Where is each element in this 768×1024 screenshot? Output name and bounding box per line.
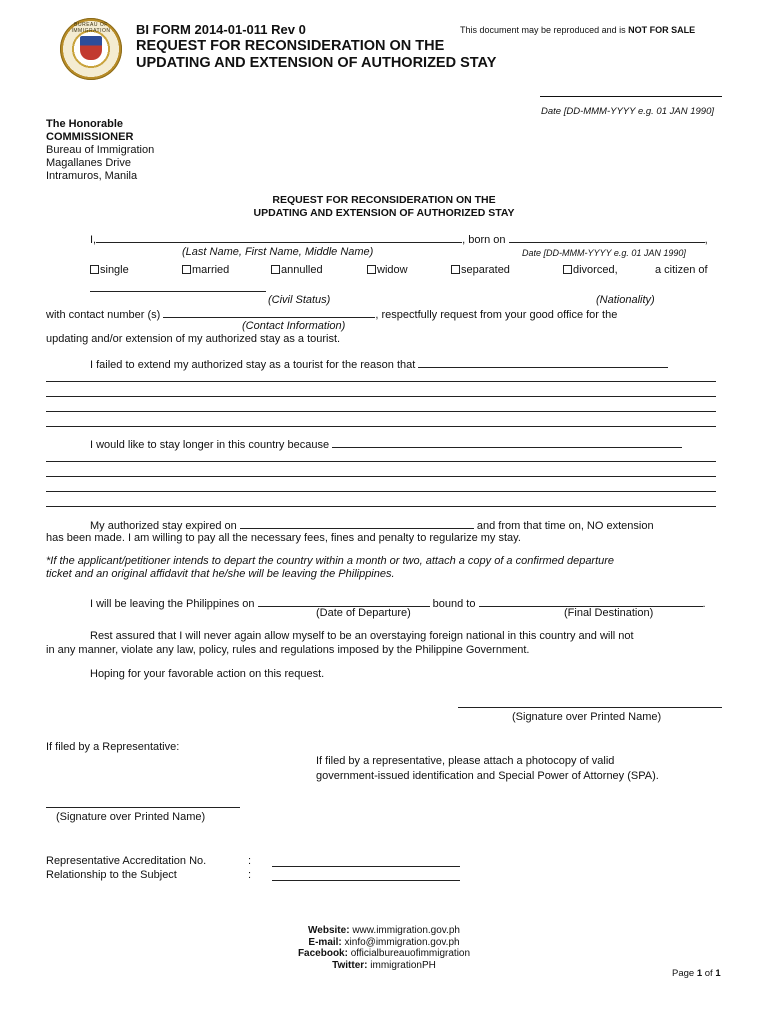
destination-hint: (Final Destination) <box>564 607 654 619</box>
reason-label: I failed to extend my authorized stay as a tourist for the reason that <box>90 357 668 371</box>
contact-row: with contact number (s) , respectfully request from your good office for the <box>46 309 618 321</box>
representative-note: If filed by a representative, please attach a photocopy of valid government-issued identification and Special Power of Attorney (SPA). <box>316 755 659 782</box>
facebook-link[interactable]: officialbureauofimmigration <box>350 948 471 959</box>
representative-signature-label: (Signature over Printed Name) <box>56 811 206 823</box>
reason-field-first[interactable] <box>418 357 668 368</box>
form-title: REQUEST FOR RECONSIDERATION ON THE UPDATING AND EXTENSION OF AUTHORIZED STAY <box>136 38 497 71</box>
married-checkbox[interactable] <box>182 265 191 274</box>
reason-line[interactable] <box>46 426 716 427</box>
relationship-field[interactable] <box>272 880 460 881</box>
facebook-line: Facebook: officialbureauofimmigration <box>297 948 471 959</box>
applicant-signature-label: (Signature over Printed Name) <box>512 711 662 723</box>
website-link[interactable]: www.immigration.gov.ph <box>352 925 460 936</box>
stay-longer-field-first[interactable] <box>332 437 682 448</box>
widow-checkbox[interactable] <box>367 265 376 274</box>
annulled-checkbox[interactable] <box>271 265 280 274</box>
stay-longer-line[interactable] <box>46 491 716 492</box>
twitter-link[interactable]: immigrationPH <box>370 959 436 971</box>
reason-line[interactable] <box>46 396 716 397</box>
stay-longer-line[interactable] <box>46 506 716 507</box>
status-single[interactable]: single <box>90 264 129 276</box>
expiry-date-field[interactable] <box>240 518 474 529</box>
applicant-signature-line[interactable] <box>458 707 722 708</box>
representative-heading: If filed by a Representative: <box>46 741 180 753</box>
name-hint: (Last Name, First Name, Middle Name) <box>182 246 374 258</box>
status-divorced[interactable]: divorced, <box>563 264 618 276</box>
relationship-colon: : <box>248 869 252 881</box>
bureau-seal-logo <box>60 18 122 80</box>
seal-shield-icon <box>80 36 102 60</box>
destination-field[interactable] <box>479 596 703 607</box>
website-line: Website: www.immigration.gov.ph <box>308 925 460 936</box>
nationality-field[interactable] <box>90 291 266 292</box>
departure-hint: (Date of Departure) <box>316 607 411 619</box>
page-number: Page 1 of 1 <box>672 968 721 979</box>
stay-longer-label: I would like to stay longer in this country because <box>90 437 682 451</box>
closing-hope: Hoping for your favorable action on this request. <box>90 668 325 680</box>
stay-longer-line[interactable] <box>46 476 716 477</box>
contact-hint: (Contact Information) <box>242 320 346 332</box>
relationship-label: Relationship to the Subject <box>46 869 177 881</box>
departure-date-field[interactable] <box>258 596 430 607</box>
reason-line[interactable] <box>46 381 716 382</box>
twitter-line: Twitter: immigrationPH <box>332 959 436 971</box>
citizen-of-label: a citizen of <box>655 264 708 276</box>
assurance-line1: Rest assured that I will never again allow myself to be an overstaying foreign national in this country and will not <box>90 630 634 642</box>
date-field-line[interactable] <box>540 96 722 97</box>
contact-footer <box>0 925 768 971</box>
accreditation-label: Representative Accreditation No. <box>46 855 207 867</box>
addressee-block: The Honorable COMMISSIONER Bureau of Immigration Magallanes Drive Intramuros, Manila <box>46 118 155 182</box>
leaving-row: I will be leaving the Philippines on bound to . <box>90 598 706 610</box>
birthdate-hint: Date [DD-MMM-YYYY e.g. 01 JAN 1990] <box>522 248 686 258</box>
expired-line2: has been made. I am willing to pay all the necessary fees, fines and penalty to regularize my stay. <box>46 532 521 544</box>
expired-row: My authorized stay expired on and from that time on, NO extension <box>90 520 654 532</box>
accreditation-colon: : <box>248 855 252 867</box>
departure-note: *If the applicant/petitioner intends to depart the country within a month or two, attach a copy of a confirmed departure ticket and an original affidavit that he/she will be leaving the Philippines. <box>46 555 615 580</box>
status-annulled[interactable]: annulled <box>271 264 323 276</box>
email-line: E-mail: xinfo@immigration.gov.ph <box>308 936 460 948</box>
representative-signature-line[interactable] <box>46 807 240 808</box>
email-link[interactable]: xinfo@immigration.gov.ph <box>344 936 460 948</box>
contact-field[interactable] <box>163 307 375 318</box>
divorced-checkbox[interactable] <box>563 265 572 274</box>
seal-text: BUREAU OF IMMIGRATION <box>71 22 111 34</box>
status-separated[interactable]: separated <box>451 264 510 276</box>
accreditation-field[interactable] <box>272 866 460 867</box>
nationality-hint: (Nationality) <box>596 294 655 306</box>
separated-checkbox[interactable] <box>451 265 460 274</box>
status-married[interactable]: married <box>182 264 229 276</box>
stay-longer-line[interactable] <box>46 461 716 462</box>
name-field[interactable] <box>96 232 462 243</box>
single-checkbox[interactable] <box>90 265 99 274</box>
assurance-line2: in any manner, violate any law, policy, rules and regulations imposed by the Philippine Government. <box>46 644 530 656</box>
civil-status-hint: (Civil Status) <box>268 294 331 306</box>
form-number: BI FORM 2014-01-011 Rev 0 <box>136 22 306 37</box>
reproduction-notice: This document may be reproduced and is NOT FOR SALE <box>460 25 696 35</box>
reason-line[interactable] <box>46 411 716 412</box>
status-widow[interactable]: widow <box>367 264 408 276</box>
body-title: REQUEST FOR RECONSIDERATION ON THE UPDATING AND EXTENSION OF AUTHORIZED STAY <box>253 194 515 219</box>
date-label: Date [DD-MMM-YYYY e.g. 01 JAN 1990] <box>541 106 714 117</box>
intro-closing: updating and/or extension of my authorized stay as a tourist. <box>46 333 341 345</box>
birthdate-field[interactable] <box>509 232 705 243</box>
name-row: I, , born on , <box>90 234 708 246</box>
